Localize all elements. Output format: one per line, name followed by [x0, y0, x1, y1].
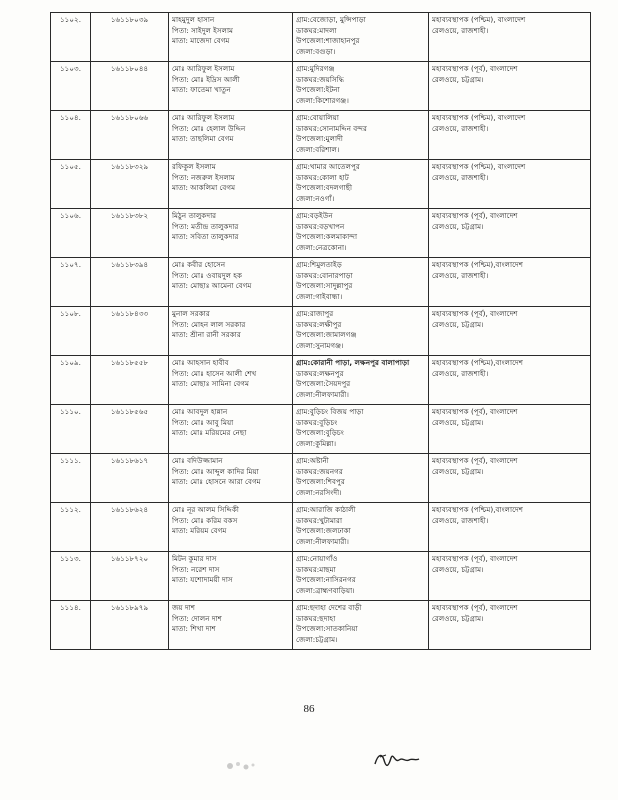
table-row [51, 454, 591, 503]
table-row [51, 111, 591, 160]
roll-cell [91, 405, 169, 454]
roll-number: ১৬১১৮৬২৪ [110, 505, 149, 514]
page-number: 86 [303, 703, 315, 715]
roll-number: ১৬১১৮০৪৪ [110, 64, 149, 73]
serial-cell [51, 13, 91, 62]
mother-name: মাতা: তাছলিমা বেগম [172, 134, 234, 143]
roll-number: ১৬১১৮০৩৯ [110, 15, 149, 24]
address-line: উপজেলা:সাদুল্লাপুর [296, 281, 353, 290]
address-cell [293, 160, 429, 209]
table-row [51, 503, 591, 552]
address-cell [293, 356, 429, 405]
roll-number: ১৬১১৮৫৬৫ [110, 407, 149, 416]
table-row [51, 13, 591, 62]
address-line: জেলা:কুমিল্লা। [296, 438, 337, 448]
roll-cell [91, 111, 169, 160]
mother-name: মাতা: শ্রীনা রানী সরকার [172, 330, 241, 339]
roll-number: ১৬১১৮৩২৯ [110, 162, 149, 171]
name-cell [169, 552, 293, 601]
address-line: জেলা:সুনামগঞ্জ। [296, 340, 344, 350]
mother-name: মাতা: মোঃ মরিয়মের নেছা [172, 428, 247, 437]
father-name: পিতা: মোঃ ইদ্রিস আলী [172, 74, 240, 84]
roll-number: ১৬১১৮৪৩৩ [110, 309, 149, 318]
mother-name: মাতা: আকলিমা বেগম [172, 183, 236, 192]
address-line: গ্রাম:বড়ইউন [296, 211, 333, 220]
serial-number: ১১০৫. [60, 162, 81, 171]
address-line: গ্রাম:কোরানী পাড়া, লক্ষনপুর বালাপাড়া [296, 358, 410, 367]
posting-cell [429, 405, 591, 454]
candidate-name: মোঃ আহসান হাবীব [172, 358, 229, 367]
table-row [51, 601, 591, 650]
address-line: উপজেলা:সৈয়দপুর [296, 379, 351, 388]
name-cell [169, 160, 293, 209]
name-cell [169, 307, 293, 356]
address-line: জেলা:বরিশাল। [296, 144, 340, 154]
father-name: পিতা: মোঃ ওবায়দুল হক [172, 270, 243, 280]
address-line: গ্রাম:খামার আতেলপুর [296, 162, 360, 171]
table-row [51, 552, 591, 601]
address-line: গ্রাম:বোয়ালিয়া [296, 113, 339, 122]
name-cell [169, 601, 293, 650]
address-line: ডাকঘর:মাদলা [296, 25, 337, 35]
roll-cell [91, 209, 169, 258]
address-line: উপজেলা:কলমাকান্দা [296, 232, 358, 241]
address-line: উপজেলা:বুড়িচং [296, 428, 344, 437]
father-name: পিতা: সাইদুল ইসলাম [172, 25, 234, 35]
address-line: গ্রাম:বুড়িচং বিজয় পাড়া [296, 407, 364, 416]
roll-cell [91, 454, 169, 503]
address-line: ডাকঘর:জয়সিদ্ধি [296, 74, 345, 84]
serial-number: ১১১২. [60, 505, 81, 514]
posting-line: রেলওয়ে, চট্টগ্রাম। [432, 417, 484, 427]
posting-line: মহাব্যবস্থাপক (পশ্চিম), বাংলাদেশ [432, 162, 526, 171]
father-name: পিতা: মোহন লাল সরকার [172, 319, 246, 329]
roll-cell [91, 13, 169, 62]
roll-cell [91, 552, 169, 601]
mother-name: মাতা: ফাতেমা খাতুন [172, 85, 231, 94]
address-line: ডাকঘর:বোনারপাড়া [296, 270, 353, 280]
father-name: পিতা: মোঃ আবু মিয়া [172, 417, 234, 427]
address-cell [293, 258, 429, 307]
roll-cell [91, 356, 169, 405]
roll-cell [91, 62, 169, 111]
serial-number: ১১১০. [60, 407, 81, 416]
father-name: পিতা: মোঃ আব্দুল কাদির মিয়া [172, 466, 259, 476]
name-cell [169, 356, 293, 405]
serial-number: ১১০৩. [60, 64, 81, 73]
roll-cell [91, 258, 169, 307]
name-cell [169, 258, 293, 307]
mother-name: মাতা: মাজেদা বেগম [172, 36, 230, 45]
table-row [51, 405, 591, 454]
serial-cell [51, 356, 91, 405]
address-cell [293, 552, 429, 601]
address-line: ডাকঘর:সোনামদ্দিন বন্দর [296, 123, 368, 133]
roll-cell [91, 503, 169, 552]
serial-cell [51, 62, 91, 111]
posting-line: মহাব্যবস্থাপক (পশ্চিম), বাংলাদেশ [432, 15, 526, 24]
posting-cell [429, 601, 591, 650]
mother-name: মাতা: মোঃ হোসনে আরা বেগম [172, 477, 261, 486]
posting-line: রেলওয়ে, চট্টগ্রাম। [432, 466, 484, 476]
address-line: গ্রাম:শিমুলতাইড় [296, 260, 342, 269]
roll-number: ১৬১১৮৭২০ [110, 554, 149, 563]
roll-number: ১৬১১৮৫৫৮ [110, 358, 149, 367]
candidate-name: জয় দাশ [172, 603, 196, 612]
address-line: গ্রাম:ছদাহা দেশের বাড়ী [296, 603, 362, 612]
roll-number: ১৬১১৮৩৮২ [110, 211, 149, 220]
address-line: উপজেলা:সাতকানিয়া [296, 624, 358, 633]
posting-line: মহাব্যবস্থাপক (পূর্ব), বাংলাদেশ [432, 554, 518, 563]
candidate-table [50, 12, 591, 650]
serial-number: ১১০৯. [60, 358, 81, 367]
serial-cell [51, 160, 91, 209]
address-line: ডাকঘর:বুড়িচং [296, 417, 338, 427]
table-row [51, 307, 591, 356]
posting-line: রেলওয়ে, চট্টগ্রাম। [432, 74, 484, 84]
name-cell [169, 503, 293, 552]
address-line: গ্রাম:মুদিরগঞ্জ [296, 64, 335, 73]
name-cell [169, 13, 293, 62]
serial-number: ১১০৭. [60, 260, 81, 269]
father-name: পিতা: মোঃ করিম বকস [172, 515, 238, 525]
address-line: ডাকঘর:খুটামারা [296, 515, 343, 525]
address-line: গ্রাম:আরাজি কাঠালী [296, 505, 356, 514]
posting-cell [429, 356, 591, 405]
roll-number: ১৬১১৮৯৭৯ [110, 603, 149, 612]
posting-line: মহাব্যবস্থাপক (পশ্চিম),বাংলাদেশ [432, 358, 524, 367]
address-cell [293, 13, 429, 62]
serial-cell [51, 111, 91, 160]
address-line: জেলা:ব্রাহ্মণবাড়িয়া। [296, 585, 355, 595]
address-cell [293, 601, 429, 650]
address-line: ডাকঘর:মাছমা [296, 564, 336, 574]
posting-line: রেলওয়ে, রাজশাহী। [432, 368, 489, 378]
candidate-name: মোঃ আরিফুল ইসলাম [172, 113, 235, 122]
address-line: জেলা:নেত্রকোনা। [296, 242, 347, 252]
serial-number: ১১১৪. [60, 603, 81, 612]
serial-number: ১১০৮. [60, 309, 81, 318]
posting-line: রেলওয়ে, রাজশাহী। [432, 123, 489, 133]
posting-cell [429, 258, 591, 307]
posting-line: মহাব্যবস্থাপক (পূর্ব), বাংলাদেশ [432, 64, 518, 73]
posting-line: মহাব্যবস্থাপক (পশ্চিম),বাংলাদেশ [432, 505, 524, 514]
father-name: পিতা: মোঃ হেলাল উদ্দিন [172, 123, 246, 133]
address-line: জেলা:গাইবান্ধা। [296, 291, 343, 301]
roll-cell [91, 307, 169, 356]
posting-line: মহাব্যবস্থাপক (পূর্ব), বাংলাদেশ [432, 456, 518, 465]
posting-cell [429, 13, 591, 62]
posting-cell [429, 111, 591, 160]
address-line: জেলা:নওগাঁ। [296, 193, 335, 203]
address-line: জেলা:চট্টগ্রাম। [296, 634, 338, 644]
posting-line: মহাব্যবস্থাপক (পূর্ব), বাংলাদেশ [432, 309, 518, 318]
mother-name: মাতা: মোছাঃ আমেনা বেগম [172, 281, 252, 290]
address-cell [293, 111, 429, 160]
address-cell [293, 307, 429, 356]
mother-name: মাতা: মোছাঃ সামিনা বেগম [172, 379, 249, 388]
address-line: ডাকঘর:লক্ষীপুর [296, 319, 342, 329]
name-cell [169, 405, 293, 454]
address-line: গ্রাম:অষ্টানী [296, 456, 329, 465]
serial-cell [51, 209, 91, 258]
candidate-name: মিটন কুমার দাস [172, 554, 217, 563]
posting-cell [429, 62, 591, 111]
roll-number: ১৬১১৮৩৯৪ [110, 260, 149, 269]
posting-line: রেলওয়ে, চট্টগ্রাম। [432, 221, 484, 231]
mother-name: মাতা: শিখা দাশ [172, 624, 216, 633]
signature-image [372, 748, 422, 770]
candidate-name: রফিকুল ইসলাম [172, 162, 216, 171]
candidate-name: মুনাল সরকার [172, 309, 210, 318]
posting-line: মহাব্যবস্থাপক (পশ্চিম), বাংলাদেশ [432, 113, 526, 122]
posting-cell [429, 160, 591, 209]
posting-cell [429, 503, 591, 552]
serial-cell [51, 552, 91, 601]
address-cell [293, 405, 429, 454]
posting-line: মহাব্যবস্থাপক (পশ্চিম),বাংলাদেশ [432, 260, 524, 269]
posting-line: রেলওয়ে, রাজশাহী। [432, 25, 489, 35]
posting-line: রেলওয়ে, চট্টগ্রাম। [432, 613, 484, 623]
name-cell [169, 209, 293, 258]
address-line: জেলা:কিশোরগঞ্জ। [296, 95, 349, 105]
table-row [51, 258, 591, 307]
candidate-name: মোঃ নূর আলম সিদ্দিকী [172, 505, 239, 514]
address-line: জেলা:নরসিংদী। [296, 487, 342, 497]
roll-cell [91, 160, 169, 209]
serial-cell [51, 503, 91, 552]
address-line: উপজেলা:মুলাদী [296, 134, 343, 143]
table-row [51, 160, 591, 209]
posting-line: মহাব্যবস্থাপক (পূর্ব), বাংলাদেশ [432, 603, 518, 612]
posting-line: রেলওয়ে, চট্টগ্রাম। [432, 319, 484, 329]
posting-line: রেলওয়ে, রাজশাহী। [432, 172, 489, 182]
serial-cell [51, 307, 91, 356]
table-row [51, 62, 591, 111]
address-line: গ্রাম:বেজোড়া, মুন্সিপাড়া [296, 15, 366, 24]
address-cell [293, 503, 429, 552]
mother-name: মাতা: সবিতা তালুকদার [172, 232, 239, 241]
serial-cell [51, 405, 91, 454]
address-line: জেলা:নীলফামারী। [296, 536, 349, 546]
address-line: গ্রাম:নোয়াগাঁও [296, 554, 338, 563]
candidate-name: মোঃ কবীর হোসেন [172, 260, 226, 269]
serial-cell [51, 258, 91, 307]
father-name: পিতা: মোঃ হাসেন আলী শেখ [172, 368, 257, 378]
posting-cell [429, 307, 591, 356]
father-name: পিতা: দোলন দাশ [172, 613, 222, 623]
address-line: জেলা:নীলফামারী। [296, 389, 349, 399]
mother-name: মাতা: যশোদাময়ী দাস [172, 575, 233, 584]
scan-smudge [222, 758, 262, 774]
posting-cell [429, 209, 591, 258]
posting-cell [429, 454, 591, 503]
address-line: ডাকঘর:ছদাহা [296, 613, 336, 623]
candidate-name: মোঃ আবদুল হান্নান [172, 407, 228, 416]
address-line: উপজেলা:শাজাহানপুর [296, 36, 360, 45]
candidate-table-body [51, 13, 591, 650]
address-line: উপজেলা:জলঢাকা [296, 526, 351, 535]
address-cell [293, 62, 429, 111]
name-cell [169, 111, 293, 160]
serial-number: ১১০২. [60, 15, 81, 24]
address-line: ডাকঘর:কোলা হাট [296, 172, 349, 182]
name-cell [169, 454, 293, 503]
candidate-name: মিঠুন তালুকদার [172, 211, 217, 220]
posting-line: রেলওয়ে, রাজশাহী। [432, 270, 489, 280]
address-line: উপজেলা:ইটনা [296, 85, 340, 94]
serial-cell [51, 601, 91, 650]
candidate-name: মাহমুদুল হাসান [172, 15, 215, 24]
table-row [51, 209, 591, 258]
posting-line: মহাব্যবস্থাপক (পূর্ব), বাংলাদেশ [432, 407, 518, 416]
candidate-name: মোঃ আরিফুল ইসলাম [172, 64, 235, 73]
address-cell [293, 454, 429, 503]
roll-number: ১৬১১৮৬১৭ [110, 456, 149, 465]
serial-number: ১১১১. [60, 456, 81, 465]
serial-number: ১১০৬. [60, 211, 81, 220]
serial-cell [51, 454, 91, 503]
table-row [51, 356, 591, 405]
name-cell [169, 62, 293, 111]
address-line: উপজেলা:জামালগঞ্জ [296, 330, 357, 339]
address-cell [293, 209, 429, 258]
address-line: উপজেলা:শিবপুর [296, 477, 345, 486]
address-line: উপজেলা:নাসিরনগর [296, 575, 356, 584]
address-line: গ্রাম:রাজাপুর [296, 309, 334, 318]
address-line: জেলা:বগুড়া। [296, 46, 336, 56]
address-line: উপজেলা:বদলগাছী [296, 183, 352, 192]
address-line: ডাকঘর:বড়খাপন [296, 221, 345, 231]
posting-line: মহাব্যবস্থাপক (পূর্ব), বাংলাদেশ [432, 211, 518, 220]
candidate-name: মোঃ বদিউজ্জামান [172, 456, 223, 465]
roll-cell [91, 601, 169, 650]
serial-number: ১১১৩. [60, 554, 81, 563]
posting-cell [429, 552, 591, 601]
mother-name: মাতা: মরিয়ম বেগম [172, 526, 227, 535]
father-name: পিতা: নরেশ দাস [172, 564, 220, 574]
address-line: ডাকঘর:জয়নগর [296, 466, 343, 476]
serial-number: ১১০৪. [60, 113, 81, 122]
roll-number: ১৬১১৮০৬৬ [110, 113, 149, 122]
father-name: পিতা: নজরুল ইসলাম [172, 172, 235, 182]
posting-line: রেলওয়ে, রাজশাহী। [432, 515, 489, 525]
address-line: ডাকঘর:লক্ষনপুর [296, 368, 344, 378]
father-name: পিতা: মতীন্দ্র তালুকদার [172, 221, 239, 231]
posting-line: রেলওয়ে, চট্টগ্রাম। [432, 564, 484, 574]
